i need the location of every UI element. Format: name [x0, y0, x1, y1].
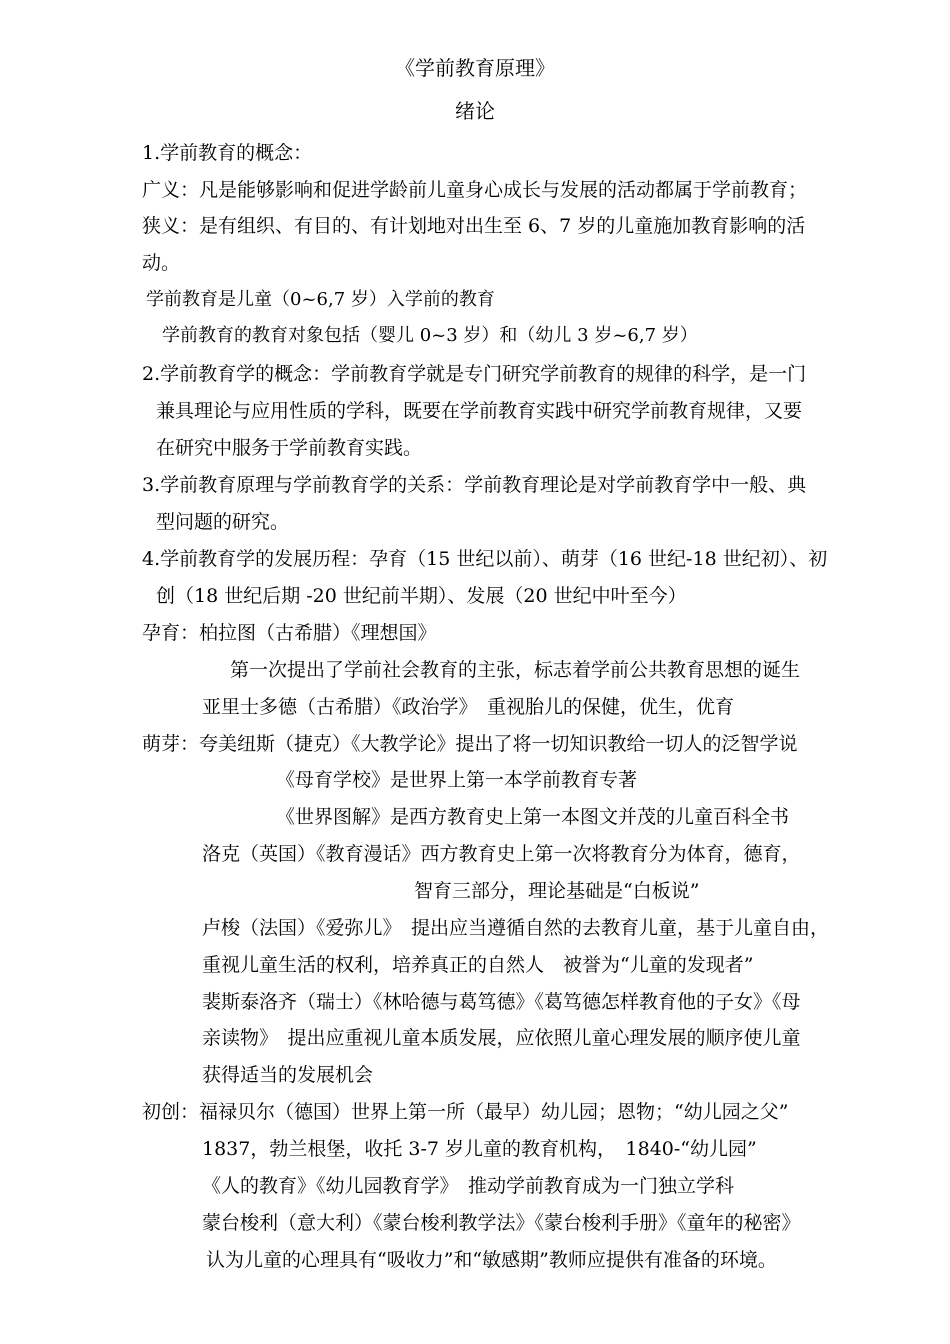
text-line: 智育三部分，理论基础是“白板说”: [414, 880, 700, 902]
text-line: 学前教育是儿童（0~6,7 岁）入学前的教育: [146, 289, 495, 310]
text-line: 亚里士多德（古希腊）《政治学》 重视胎儿的保健，优生，优育: [202, 696, 735, 718]
text-line: 《母育学校》是世界上第一本学前教育专著: [276, 769, 638, 791]
text-line: 兼具理论与应用性质的学科，既要在学前教育实践中研究学前教育规律，又要: [156, 400, 803, 422]
text-line: 《世界图解》是西方教育史上第一本图文并茂的儿童百科全书: [276, 806, 790, 828]
text-line: 重视儿童生活的权利，培养真正的自然人 被誉为“儿童的发现者”: [202, 954, 754, 976]
text-line: 1837，勃兰根堡，收托 3-7 岁儿童的教育机构， 1840-“幼儿园”: [202, 1138, 757, 1160]
text-line: 第一次提出了学前社会教育的主张，标志着学前公共教育思想的诞生: [230, 659, 801, 681]
text-line: 2.学前教育学的概念：学前教育学就是专门研究学前教育的规律的科学，是一门: [142, 363, 807, 385]
text-line: 狭义：是有组织、有目的、有计划地对出生至 6、7 岁的儿童施加教育影响的活: [142, 215, 806, 237]
text-line: 初创：福禄贝尔（德国）世界上第一所（最早）幼儿园；恩物；“幼儿园之父”: [142, 1101, 789, 1123]
text-line: 亲读物》 提出应重视儿童本质发展，应依照儿童心理发展的顺序使儿童: [202, 1027, 801, 1049]
text-line: 洛克（英国）《教育漫话》西方教育史上第一次将教育分为体育，德育，: [202, 843, 801, 865]
text-line: 获得适当的发展机会: [202, 1064, 374, 1086]
section-heading: 绪论: [455, 99, 495, 123]
text-line: 创（18 世纪后期 -20 世纪前半期）、发展（20 世纪中叶至今）: [156, 585, 687, 607]
text-line: 萌芽：夸美纽斯（捷克）《大教学论》提出了将一切知识教给一切人的泛智学说: [142, 733, 798, 755]
text-line: 型问题的研究。: [156, 511, 290, 533]
text-line: 4.学前教育学的发展历程：孕育（15 世纪以前）、萌芽（16 世纪-18 世纪初）、初: [142, 548, 828, 570]
text-line: 裴斯泰洛齐（瑞士）《林哈德与葛笃德》《葛笃德怎样教育他的子女》《母: [202, 991, 801, 1013]
text-line: 3.学前教育原理与学前教育学的关系：学前教育理论是对学前教育学中一般、典: [142, 474, 807, 496]
text-line: 孕育：柏拉图（古希腊）《理想国》: [142, 622, 437, 644]
document-title: 《学前教育原理》: [395, 56, 555, 80]
text-line: 广义：凡是能够影响和促进学龄前儿童身心成长与发展的活动都属于学前教育；: [142, 179, 808, 201]
text-line: 学前教育的教育对象包括（婴儿 0~3 岁）和（幼儿 3 岁~6,7 岁）: [162, 325, 698, 346]
text-line: 蒙台梭利（意大利）《蒙台梭利教学法》《蒙台梭利手册》《童年的秘密》: [202, 1212, 801, 1234]
text-line: 动。: [142, 252, 181, 274]
text-line: 1.学前教育的概念：: [142, 142, 313, 164]
text-line: 《人的教育》《幼儿园教育学》 推动学前教育成为一门独立学科: [202, 1175, 735, 1197]
text-line: 认为儿童的心理具有“吸收力”和“敏感期”教师应提供有准备的环境。: [206, 1249, 777, 1271]
text-line: 卢梭（法国）《爱弥儿》 提出应当遵循自然的去教育儿童，基于儿童自由，: [202, 917, 830, 939]
text-line: 在研究中服务于学前教育实践。: [156, 437, 423, 459]
